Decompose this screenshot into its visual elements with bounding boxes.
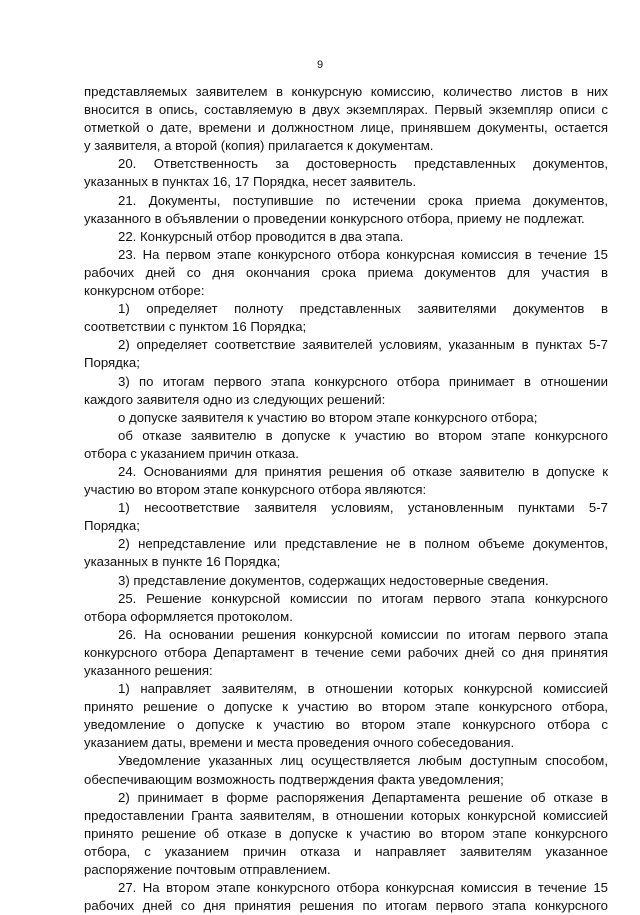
text-line: отбора оформляется протоколом. xyxy=(84,608,293,624)
text-line: о допуске заявителя к участию во втором этапе конкурсного отбора; xyxy=(118,409,538,425)
text-line: отметкой о дате, времени и должностном лице, принявшем документы, остается xyxy=(84,120,608,136)
text-line: Порядка; xyxy=(84,518,140,534)
text-line: 1) определяет полноту представленных заявителями документов в xyxy=(118,301,608,317)
text-line: указанного решения: xyxy=(84,663,213,678)
text-line: 1) направляет заявителям, в отношении которых конкурсной комиссией xyxy=(118,681,608,697)
text-line: 25. Решение конкурсной комиссии по итогам первого этапа конкурсного xyxy=(118,590,608,606)
text-line: обеспечивающим возможность подтверждения факта уведомления; xyxy=(84,771,504,787)
page-number: 9 xyxy=(316,59,324,71)
text-line: об отказе заявителю в допуске к участию во втором этапе конкурсного xyxy=(118,427,608,443)
text-line: предоставлении Гранта заявителям, в отношении которых конкурсной комиссией xyxy=(84,807,608,823)
text-line: 2) принимает в форме распоряжения Департамента решение об отказе в xyxy=(118,789,608,805)
text-line: указанием даты, времени и места проведения очного собеседования. xyxy=(84,735,515,751)
text-line: вносится в опись, составляемую в двух экземплярах. Первый экземпляр описи с xyxy=(84,102,608,118)
text-line: отбора, с указанием причин отказа и направляет заявителям указанное xyxy=(84,843,608,859)
text-line: указанного в объявлении о проведении конкурсного отбора, приему не подлежат. xyxy=(84,210,585,226)
text-line: Уведомление указанных лиц осуществляется любым доступным способом, xyxy=(118,753,608,769)
text-line: уведомление о допуске к участию во втором этапе конкурсного отбора с xyxy=(84,717,608,733)
text-line: указанных в пунктах 16, 17 Порядка, несет заявитель. xyxy=(84,174,417,190)
text-line: рабочих дней со дня окончания срока приема документов для участия в xyxy=(84,264,608,280)
text-line: конкурсном отборе: xyxy=(84,283,205,299)
text-line: представляемых заявителем в конкурсную комиссию, количество листов в них xyxy=(84,84,608,99)
text-line: отбора с указанием причин отказа. xyxy=(84,445,299,461)
text-line: 3) по итогам первого этапа конкурсного отбора принимает в отношении xyxy=(118,373,608,389)
text-line: принято решение об отказе в допуске к участию во втором этапе конкурсного xyxy=(84,825,608,841)
text-line: участию во втором этапе конкурсного отбора являются: xyxy=(84,482,427,498)
text-line: 20. Ответственность за достоверность представленных документов, xyxy=(118,156,608,172)
text-line: Порядка; xyxy=(84,355,140,371)
text-line: указанных в пункте 16 Порядка; xyxy=(84,554,281,570)
text-line: 2) непредставление или представление не в полном объеме документов, xyxy=(118,536,608,552)
text-line: у заявителя, а второй (копия) прилагается к документам. xyxy=(84,138,434,154)
text-line: 22. Конкурсный отбор проводится в два этапа. xyxy=(118,228,404,244)
text-line: 2) определяет соответствие заявителей условиям, указанным в пунктах 5-7 xyxy=(118,337,608,353)
text-line: 23. На первом этапе конкурсного отбора конкурсная комиссия в течение 15 xyxy=(118,246,608,262)
text-line: 3) представление документов, содержащих недостоверные сведения. xyxy=(118,572,549,588)
text-line: 24. Основаниями для принятия решения об отказе заявителю в допуске к xyxy=(118,463,608,479)
text-line: 27. На втором этапе конкурсного отбора конкурсная комиссия в течение 15 xyxy=(118,880,608,896)
text-line: принято решение о допуске к участию во втором этапе конкурсного отбора, xyxy=(84,699,608,715)
document-body xyxy=(84,83,608,915)
text-line: каждого заявителя одно из следующих решений: xyxy=(84,391,386,407)
text-line: 1) несоответствие заявителя условиям, установленным пунктами 5-7 xyxy=(118,500,608,516)
text-line: 26. На основании решения конкурсной комиссии по итогам первого этапа xyxy=(118,626,608,642)
text-line: распоряжение почтовым отправлением. xyxy=(84,862,331,878)
text-line: 21. Документы, поступившие по истечении срока приема документов, xyxy=(118,192,608,208)
text-line: конкурсного отбора Департамент в течение семи рабочих дней со дня принятия xyxy=(84,644,608,660)
text-line: рабочих дней со дня принятия решения по итогам первого этапа конкурсного xyxy=(84,898,608,914)
text-line: соответствии с пунктом 16 Порядка; xyxy=(84,319,307,335)
